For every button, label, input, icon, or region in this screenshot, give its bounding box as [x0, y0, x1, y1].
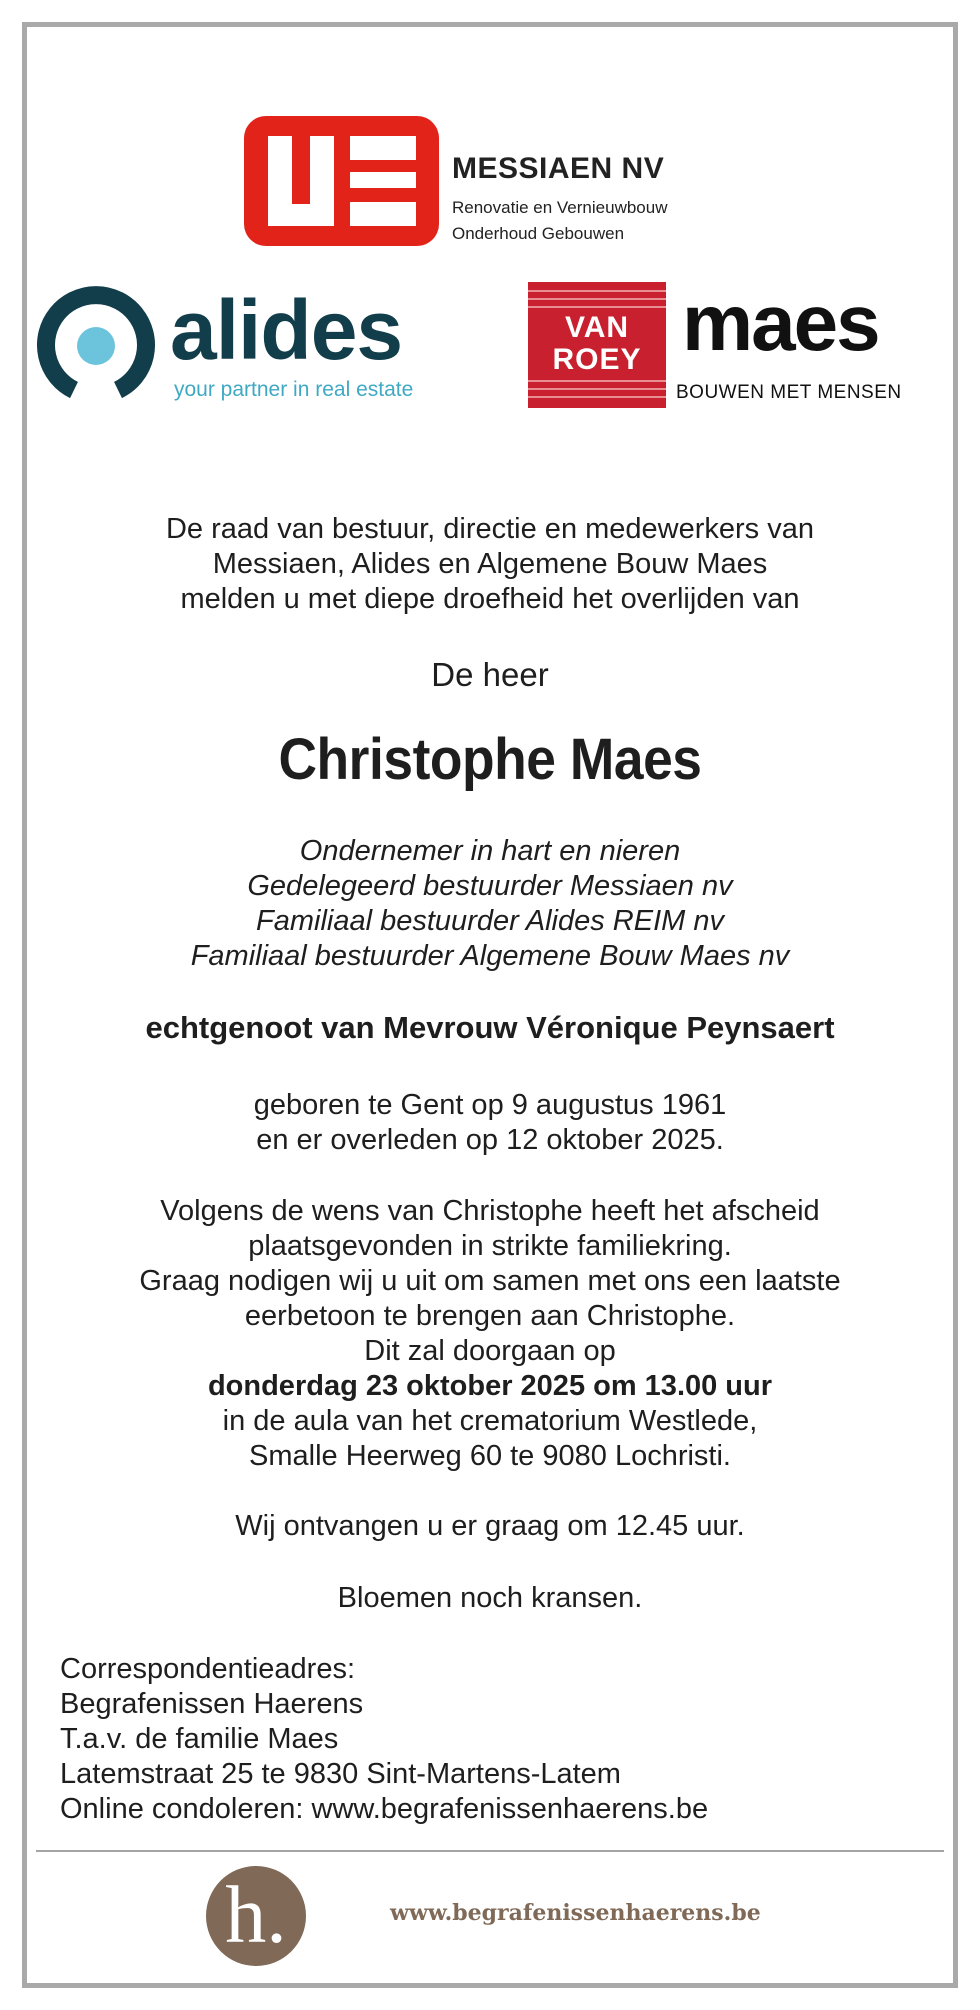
correspondence-street: Latemstraat 25 te 9830 Sint-Martens-Latem [60, 1758, 621, 1790]
messiaen-title: MESSIAEN NV [452, 152, 665, 185]
roles-list [40, 834, 940, 974]
haerens-logo-letter: h. [225, 1869, 287, 1960]
correspondence-label: Correspondentieadres: [60, 1653, 356, 1685]
online-condolence-link[interactable]: Online condoleren: www.begrafenissenhaerens.be [60, 1793, 709, 1825]
footer-divider [36, 1850, 944, 1852]
role-item: Ondernemer in hart en nieren [299, 835, 681, 867]
role-item: Gedelegeerd bestuurder Messiaen nv [247, 870, 733, 902]
vanroey-line-1: VAN [564, 311, 630, 344]
vanroey-block [528, 282, 666, 408]
intro-line: melden u met diepe droefheid het overlijden van [180, 583, 800, 615]
vanroey-maes-logo [528, 278, 948, 412]
alides-wordmark: alides [170, 283, 403, 377]
messiaen-subtitle-1: Renovatie en Vernieuwbouw [452, 198, 668, 217]
correspondence-company: Begrafenissen Haerens [60, 1688, 364, 1720]
haerens-logo-icon [206, 1866, 306, 1966]
ceremony-line: in de aula van het crematorium Westlede, [222, 1405, 758, 1437]
role-item: Familiaal bestuurder Alides REIM nv [256, 905, 724, 937]
ceremony-line: Dit zal doorgaan op [364, 1335, 616, 1367]
correspondence-address [60, 1652, 708, 1827]
vanroey-line-2: ROEY [552, 343, 642, 376]
died-line: en er overleden op 12 oktober 2025. [256, 1124, 724, 1156]
messiaen-logo-mark [244, 116, 439, 246]
intro-text [40, 512, 940, 617]
deceased-name: Christophe Maes [278, 727, 702, 792]
intro-line: Messiaen, Alides en Algemene Bouw Maes [212, 548, 768, 580]
messiaen-logo [244, 116, 764, 256]
flowers-text: Bloemen noch kransen. [337, 1582, 643, 1614]
ceremony-date-time: donderdag 23 oktober 2025 om 13.00 uur [207, 1370, 773, 1402]
ceremony-line: Graag nodigen wij u uit om samen met ons een laatste [139, 1265, 841, 1297]
correspondence-attention: T.a.v. de familie Maes [60, 1723, 339, 1755]
birth-death-text [40, 1088, 940, 1158]
alides-ring-icon [36, 282, 156, 402]
alides-tagline: your partner in real estate [174, 378, 414, 401]
intro-line: De raad van bestuur, directie en medewerkers van [165, 513, 814, 545]
reception-text: Wij ontvangen u er graag om 12.45 uur. [235, 1510, 745, 1542]
salutation: De heer [431, 656, 549, 693]
ceremony-line: plaatsgevonden in strikte familiekring. [248, 1230, 732, 1262]
ceremony-line: eerbetoon te brengen aan Christophe. [244, 1300, 736, 1332]
ceremony-text [40, 1194, 940, 1474]
ceremony-line: Volgens de wens van Christophe heeft het afscheid [160, 1195, 820, 1227]
role-item: Familiaal bestuurder Algemene Bouw Maes nv [190, 940, 790, 972]
alides-logo [36, 282, 476, 412]
maes-wordmark: maes [682, 278, 879, 367]
spouse-line: echtgenoot van Mevrouw Véronique Peynsaert [145, 1010, 835, 1045]
messiaen-subtitle-2: Onderhoud Gebouwen [452, 224, 625, 243]
maes-tagline: BOUWEN MET MENSEN [676, 382, 902, 403]
born-line: geboren te Gent op 9 augustus 1961 [253, 1089, 727, 1121]
footer-website-link[interactable]: www.begrafenissenhaerens.be [390, 1900, 761, 1926]
ceremony-line: Smalle Heerweg 60 te 9080 Lochristi. [249, 1440, 731, 1472]
